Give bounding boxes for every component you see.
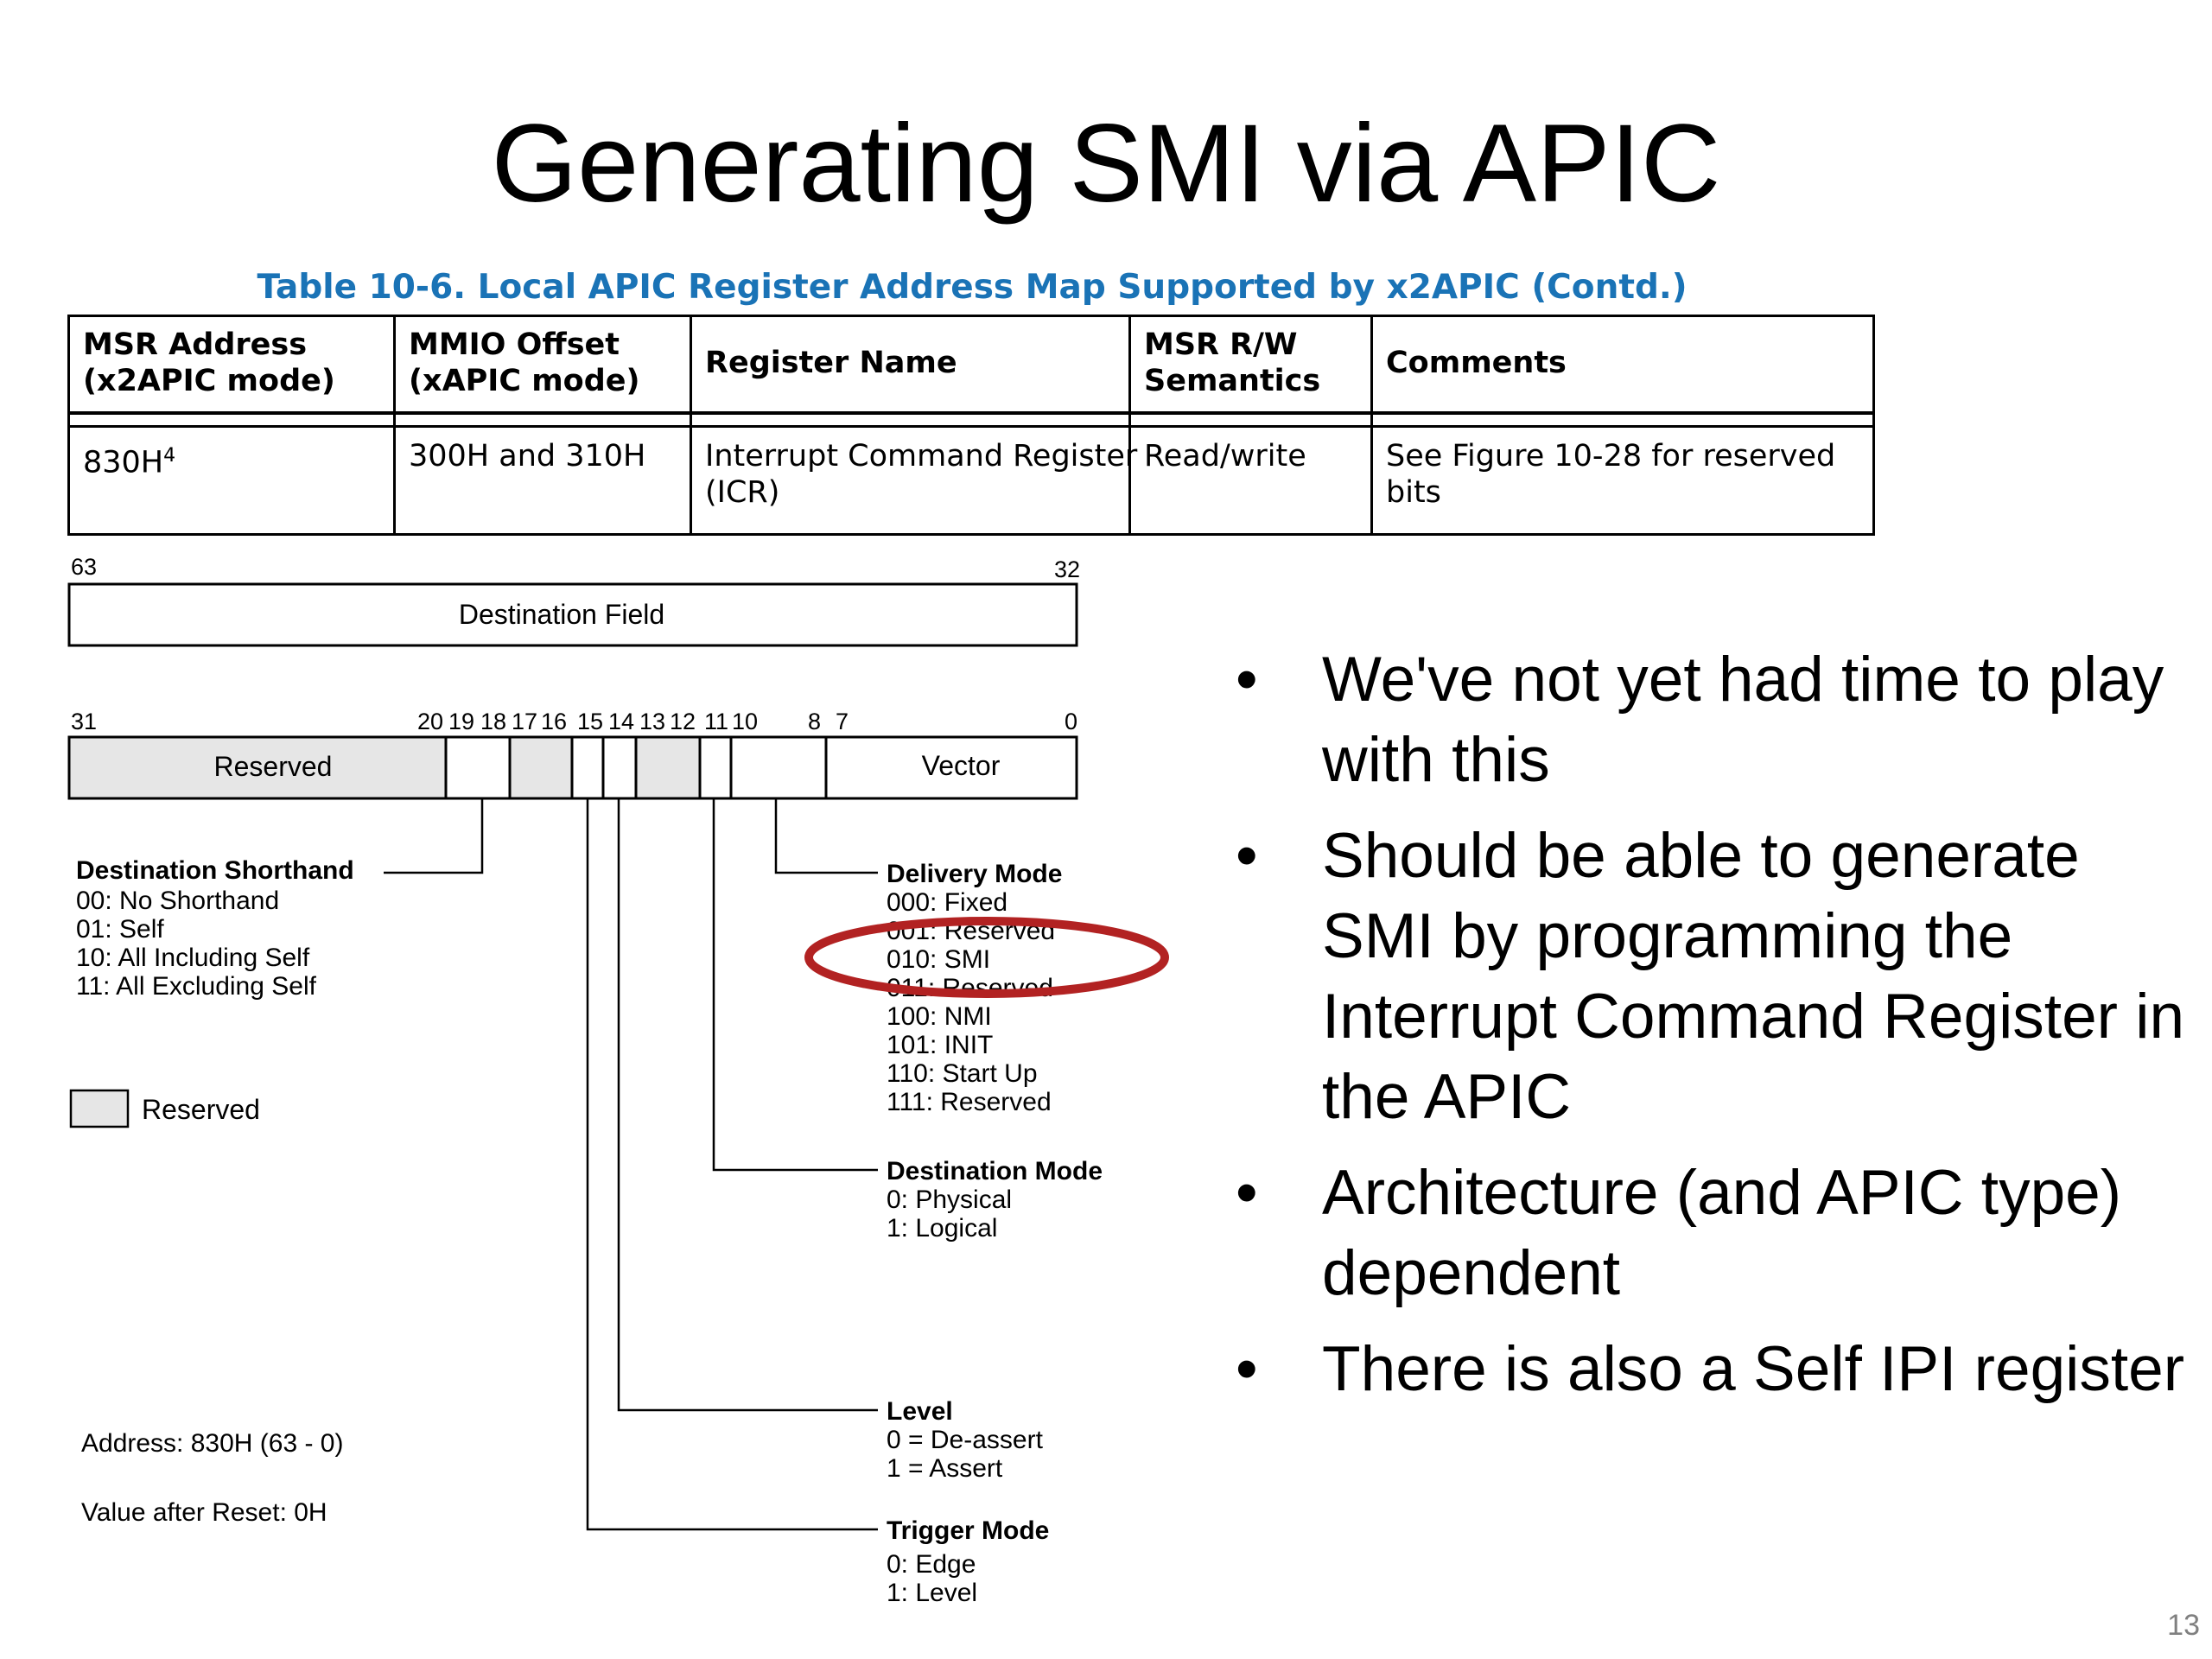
header-line: MMIO Offset: [409, 327, 620, 362]
trigger-mode-leader: [588, 798, 878, 1529]
delivery-mode-item: 111: Reserved: [887, 1088, 1052, 1116]
delivery-mode-item: 000: Fixed: [887, 888, 1008, 917]
register-reset-value: Value after Reset: 0H: [81, 1498, 327, 1527]
cell-semantics: Read/write: [1144, 439, 1306, 474]
bit-label: 20: [417, 709, 444, 734]
table-caption: Table 10-6. Local APIC Register Address Map Supported by x2APIC (Contd.): [257, 268, 1688, 307]
reserved-bits-17-16: [510, 737, 572, 798]
bit-label: 8: [808, 709, 822, 734]
register-address: Address: 830H (63 - 0): [81, 1429, 344, 1458]
shorthand-title: Destination Shorthand: [76, 856, 354, 885]
delivery-mode-item: 010: SMI: [887, 945, 991, 974]
bullet-item: [1227, 1329, 2186, 1409]
header-line: (x2APIC mode): [83, 364, 335, 398]
destination-mode-item: 0: Physical: [887, 1185, 1013, 1214]
delivery-mode-item: 110: Start Up: [887, 1059, 1038, 1088]
bit-label-32: 32: [1054, 556, 1081, 582]
bit-label-63: 63: [71, 554, 98, 580]
bullet-text: Architecture (and APIC type) dependent: [1322, 1158, 2122, 1308]
register-name-line: Interrupt Command Register: [705, 439, 1138, 474]
bit-label: 15: [577, 709, 604, 734]
bit-label: 7: [836, 709, 849, 734]
bit-label: 19: [448, 709, 475, 734]
header-line: MSR Address: [83, 327, 308, 362]
destination-mode-bit: [700, 737, 731, 798]
shorthand-item: 10: All Including Self: [76, 944, 310, 972]
delivery-mode-item: 101: INIT: [887, 1031, 994, 1059]
header-line: (xAPIC mode): [409, 364, 640, 398]
bit-label: 13: [639, 709, 666, 734]
trigger-mode-bit: [572, 737, 603, 798]
destination-field-label: Destination Field: [458, 599, 665, 630]
destination-mode-item: 1: Logical: [887, 1214, 998, 1243]
bit-label: 18: [480, 709, 507, 734]
delivery-mode-title: Delivery Mode: [887, 860, 1063, 888]
reserved-legend-label: Reserved: [142, 1094, 260, 1125]
trigger-mode-item: 1: Level: [887, 1579, 978, 1607]
msr-address-value: 830H: [83, 445, 164, 480]
bullet-list: [1227, 639, 2186, 1425]
bullet-dot-icon: •: [1236, 645, 1258, 715]
level-item: 0 = De-assert: [887, 1426, 1043, 1454]
shorthand-item: 00: No Shorthand: [76, 887, 280, 915]
cell-mmio-offset: 300H and 310H: [409, 439, 646, 474]
bit-label: 12: [670, 709, 696, 734]
bit-label: 11: [704, 709, 729, 734]
vector-field-label: Vector: [921, 750, 1001, 781]
bullet-item: [1227, 639, 2186, 800]
bullet-item: [1227, 1153, 2186, 1313]
bullet-dot-icon: •: [1236, 1334, 1258, 1404]
header-line: Semantics: [1144, 364, 1321, 398]
delivery-mode-item: 100: NMI: [887, 1002, 992, 1031]
destination-mode-title: Destination Mode: [887, 1157, 1103, 1185]
header-line: MSR R/W: [1144, 327, 1298, 362]
bit-label: 14: [608, 709, 635, 734]
shorthand-bits: [446, 737, 510, 798]
cell-comments: See Figure 10-28 for reserved bits: [1386, 439, 1836, 510]
reserved-field-label: Reserved: [213, 751, 333, 782]
header-line: Comments: [1386, 346, 1567, 380]
shorthand-item: 11: All Excluding Self: [76, 972, 316, 1001]
bullet-dot-icon: •: [1236, 821, 1258, 891]
reserved-legend-swatch: [71, 1090, 128, 1127]
level-leader: [619, 798, 878, 1410]
register-name-line: (ICR): [705, 475, 780, 510]
msr-address-footnote: 4: [163, 445, 176, 467]
delivery-mode-item: 011: Reserved: [887, 974, 1053, 1002]
level-title: Level: [887, 1397, 953, 1426]
bit-label: 31: [71, 709, 98, 734]
level-item: 1 = Assert: [887, 1454, 1003, 1483]
delivery-mode-item: 001: Reserved: [887, 917, 1056, 945]
bit-label: 16: [541, 709, 568, 734]
delivery-mode-bits: [731, 737, 826, 798]
page-number: 13: [2167, 1609, 2200, 1642]
delivery-mode-leader: [776, 798, 878, 873]
bullet-text: There is also a Self IPI register: [1322, 1334, 2185, 1404]
shorthand-leader: [384, 798, 482, 873]
bullet-text: We've not yet had time to play with this: [1322, 645, 2164, 795]
slide-title: Generating SMI via APIC: [491, 102, 1721, 226]
bullet-dot-icon: •: [1236, 1158, 1258, 1228]
header-line: Register Name: [705, 346, 957, 380]
bullet-item: [1227, 816, 2186, 1137]
bit-label: 10: [732, 709, 759, 734]
reserved-bits-13-12: [636, 737, 700, 798]
bit-label: 17: [512, 709, 538, 734]
trigger-mode-title: Trigger Mode: [887, 1516, 1050, 1545]
trigger-mode-item: 0: Edge: [887, 1550, 976, 1579]
bullet-text: Should be able to generate SMI by programming the Interrupt Command Register in the APIC: [1322, 821, 2185, 1132]
shorthand-item: 01: Self: [76, 915, 164, 944]
bit-label: 0: [1065, 709, 1078, 734]
level-bit: [603, 737, 636, 798]
